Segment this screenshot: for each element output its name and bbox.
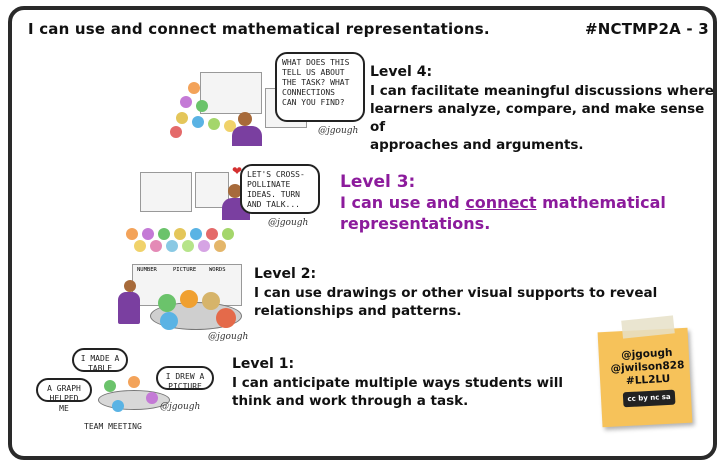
level2-text <box>254 284 657 320</box>
level4-text-line: approaches and arguments. <box>370 137 584 153</box>
student-head <box>150 240 162 252</box>
student-head <box>214 240 226 252</box>
teacher-head <box>128 376 140 388</box>
signature: @jgough <box>268 218 309 228</box>
teacher-head <box>124 280 136 292</box>
page-title: I can use and connect mathematical representations. <box>28 20 490 38</box>
student-head <box>160 312 178 330</box>
level2-title: Level 2: <box>254 266 317 282</box>
level1-text-line: I can anticipate multiple ways students will <box>232 375 563 391</box>
student-head <box>222 228 234 240</box>
bubble-line: CONNECTIONS <box>282 88 335 97</box>
level3-title: Level 3: <box>340 172 416 192</box>
bubble-line: WHAT DOES THIS <box>282 58 350 67</box>
level4-title: Level 4: <box>370 64 433 80</box>
sticky-note-line: #LL2LU <box>625 372 671 388</box>
teacher-head <box>104 380 116 392</box>
signature: @jgough <box>208 332 249 342</box>
level3-text-line: representations. <box>340 214 491 233</box>
level3-text-line <box>340 192 666 213</box>
student-head <box>134 240 146 252</box>
caption: TEAM MEETING <box>84 422 142 431</box>
level3-text <box>340 192 666 234</box>
level1-text-line: think and work through a task. <box>232 393 469 409</box>
student-head <box>196 100 208 112</box>
bubble-line: POLLINATE <box>247 180 291 189</box>
student-head <box>208 118 220 130</box>
sticky-note-line: @jgough <box>620 346 673 362</box>
bubble-line: THE TASK? WHAT <box>282 78 350 87</box>
teacher-body <box>232 126 262 146</box>
bubble-line: TELL US ABOUT <box>282 68 345 77</box>
bubble-line: IDEAS. TURN <box>247 190 300 199</box>
student-head <box>174 228 186 240</box>
board-left <box>140 172 192 212</box>
student-head <box>216 308 236 328</box>
hashtag: #NCTMP2A - 3 <box>585 20 709 38</box>
student-head <box>126 228 138 240</box>
bubble-graph: A GRAPH HELPED ME <box>36 378 92 402</box>
bubble-table: I MADE A TABLE <box>72 348 128 372</box>
level4-text-line: I can facilitate meaningful discussions where <box>370 83 714 99</box>
level2-text-line: relationships and patterns. <box>254 303 462 319</box>
cc-license-badge: cc by nc sa <box>623 390 675 408</box>
teacher-head <box>112 400 124 412</box>
student-head <box>170 126 182 138</box>
student-head <box>158 294 176 312</box>
bubble-line: CAN YOU FIND? <box>282 98 345 107</box>
level2-text-line: I can use drawings or other visual supports to reveal <box>254 285 658 301</box>
teacher-head <box>238 112 252 126</box>
board-label: NUMBER <box>137 267 157 273</box>
level1-text <box>232 374 563 410</box>
board-label: PICTURE <box>173 267 197 273</box>
level4-text-line: learners analyze, compare, and make sense of <box>370 101 705 135</box>
student-head <box>180 290 198 308</box>
student-head <box>176 112 188 124</box>
board-left <box>200 72 262 114</box>
sticky-note-line: @jwilson828 <box>610 359 685 375</box>
teacher-head <box>146 392 158 404</box>
student-head <box>142 228 154 240</box>
student-head <box>190 228 202 240</box>
bubble-picture: I DREW A PICTURE <box>156 366 214 390</box>
level4-speech-bubble <box>275 52 365 122</box>
student-head <box>158 228 170 240</box>
student-head <box>198 240 210 252</box>
student-head <box>166 240 178 252</box>
student-head <box>182 240 194 252</box>
level1-title: Level 1: <box>232 356 295 372</box>
level3-text-part: mathematical <box>536 193 666 212</box>
level3-speech-bubble <box>240 164 320 214</box>
student-head <box>188 82 200 94</box>
heart-icon: ❤ <box>232 164 243 178</box>
level4-text <box>370 82 721 154</box>
signature: @jgough <box>160 402 201 412</box>
student-head <box>180 96 192 108</box>
student-head <box>206 228 218 240</box>
board-label: WORDS <box>209 267 226 273</box>
level3-text-part: I can use and <box>340 193 466 212</box>
teacher-body <box>118 292 140 324</box>
level3-underlined-word: connect <box>465 193 537 212</box>
bubble-line: LET'S CROSS- <box>247 170 305 179</box>
bubble-line: AND TALK... <box>247 200 300 209</box>
student-head <box>192 116 204 128</box>
signature: @jgough <box>318 126 359 136</box>
sticky-note-text <box>605 346 692 408</box>
student-head <box>202 292 220 310</box>
